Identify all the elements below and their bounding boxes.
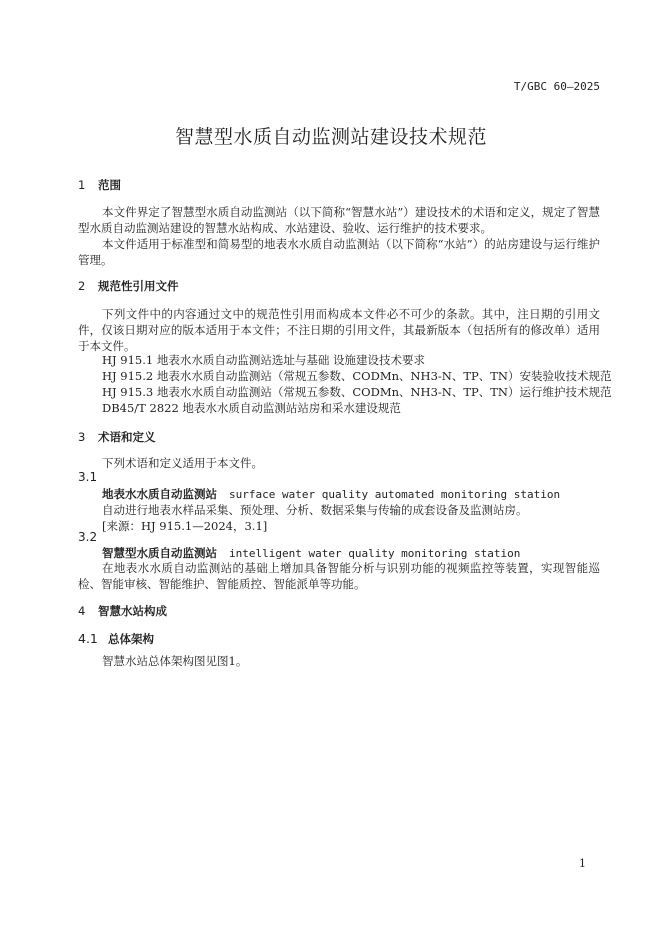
subsection-4-1-heading [78,631,154,647]
section-3-intro: 下列术语和定义适用于本文件。 [102,456,263,470]
section-title: 术语和定义 [98,430,156,444]
term-source: [来源：HJ 915.1—2024，3.1] [102,519,268,533]
term-number: 3.2 [78,530,98,544]
section-3-heading [78,429,156,445]
subsection-title: 总体架构 [108,632,154,646]
section-title: 规范性引用文件 [98,279,179,293]
term-entry [102,486,560,502]
section-2-paragraph: 下列文件中的内容通过文中的规范性引用而构成本文件必不可少的条款。其中，注日期的引用文件，仅该日期对应的版本适用于本文件；不注日期的引用文件，其最新版本（包括所有的修改单）适用于本文件。 [78,307,600,353]
document-code: T/GBC 60—2025 [513,80,600,93]
reference-item: DB45/T 2822 地表水水质自动监测站站房和采水建设规范 [102,401,401,415]
page-title: 智慧型水质自动监测站建设技术规范 [174,126,487,148]
section-number: 2 [78,279,86,293]
subsection-4-1-text: 智慧水站总体架构图见图1。 [102,654,248,668]
term-number: 3.1 [78,470,98,484]
section-title: 智慧水站构成 [98,604,167,618]
term-definition: 在地表水水质自动监测站的基础上增加具备智能分析与识别功能的视频监控等装置，实现智能巡检、智能审核、智能维护、智能质控、智能派单等功能。 [78,561,600,591]
term-english: intelligent water quality monitoring station [229,547,521,560]
section-number: 1 [78,178,86,192]
reference-item: HJ 915.1 地表水水质自动监测站选址与基础 设施建设技术要求 [102,353,426,367]
term-entry [102,545,520,561]
section-1-paragraph-2: 本文件适用于标准型和简易型的地表水水质自动监测站（以下简称“水站”）的站房建设与运行维护管理。 [78,237,600,267]
reference-item: HJ 915.3 地表水水质自动监测站（常规五参数、CODMn、NH3-N、TP、TN）运行维护技术规范 [102,385,612,399]
section-number: 3 [78,430,86,444]
page-number: 1 [579,857,586,870]
section-title: 范围 [98,178,121,192]
section-number: 4 [78,604,86,618]
section-1-heading [78,177,121,193]
term-chinese: 地表水水质自动监测站 [102,487,217,501]
term-definition: 自动进行地表水样品采集、预处理、分析、数据采集与传输的成套设备及监测站房。 [102,503,528,517]
section-1-paragraph-1: 本文件界定了智慧型水质自动监测站（以下简称“智慧水站”）建设技术的术语和定义，规定了智慧型水质自动监测站建设的智慧水站构成、水站建设、验收、运行维护的技术要求。 [78,205,600,235]
section-4-heading [78,603,167,619]
reference-item: HJ 915.2 地表水水质自动监测站（常规五参数、CODMn、NH3-N、TP、TN）安装验收技术规范 [102,369,612,383]
section-2-heading [78,278,179,294]
term-english: surface water quality automated monitoring station [229,488,561,501]
subsection-number: 4.1 [78,631,98,646]
term-chinese: 智慧型水质自动监测站 [102,546,217,560]
